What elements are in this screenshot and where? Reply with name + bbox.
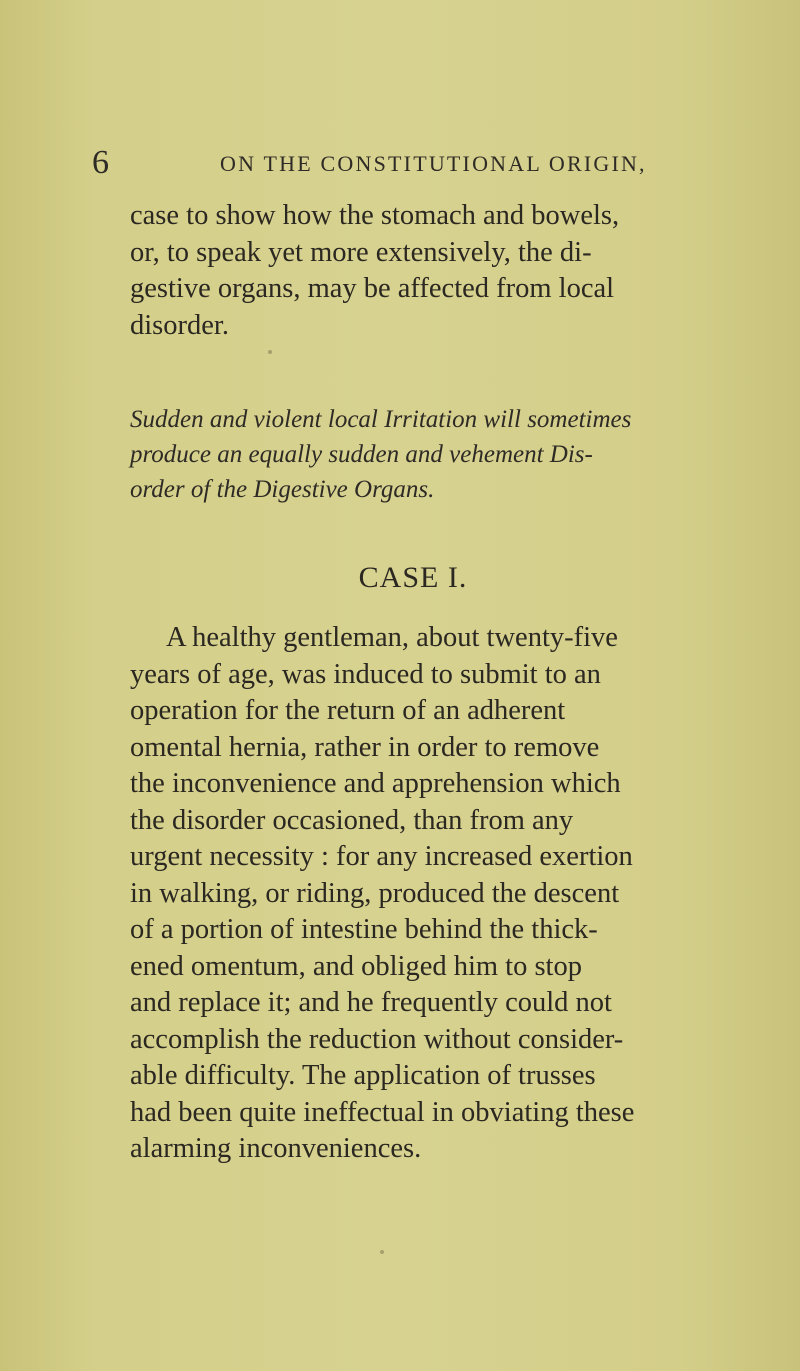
text-line: the disorder occasioned, than from any [130, 804, 574, 836]
text-line: years of age, was induced to submit to an [130, 658, 601, 690]
text-line: of a portion of intestine behind the thick- [130, 914, 598, 945]
heading-line: order of the Digestive Organs. [130, 476, 435, 503]
running-head: ON THE CONSTITUTIONAL ORIGIN, [220, 151, 647, 176]
text-line: A healthy gentleman, about twenty-five [166, 622, 618, 653]
text-line: had been quite ineffectual in obviating these [130, 1096, 635, 1128]
case-title: CASE I. [358, 561, 468, 594]
text-line: in walking, or riding, produced the descent [130, 877, 620, 909]
text-line: alarming inconveniences. [130, 1133, 422, 1164]
heading-line: produce an equally sudden and vehement Dis- [130, 441, 593, 468]
text-line: disorder. [130, 309, 229, 341]
text-line: urgent necessity : for any increased exertion [130, 841, 633, 872]
text-line: accomplish the reduction without consider- [130, 1023, 624, 1055]
intro-paragraph [130, 198, 700, 344]
text-line: the inconvenience and apprehension which [130, 768, 621, 799]
case-paragraph [130, 620, 700, 1168]
section-heading [130, 402, 710, 507]
text-line: case to show how the stomach and bowels, [130, 200, 620, 231]
text-line: and replace it; and he frequently could not [130, 987, 612, 1018]
text-line: omental hernia, rather in order to remove [130, 731, 600, 763]
text-line: or, to speak yet more extensively, the di- [130, 236, 592, 268]
page-number: 6 [92, 144, 109, 181]
text-line: ened omentum, and obliged him to stop [130, 950, 582, 982]
paper-speck [380, 1250, 384, 1254]
paper-speck [268, 350, 272, 354]
text-line: able difficulty. The application of trusses [130, 1060, 596, 1091]
text-line: operation for the return of an adherent [130, 695, 566, 726]
heading-line: Sudden and violent local Irritation will sometimes [130, 406, 632, 433]
page-header [92, 143, 712, 183]
text-line: gestive organs, may be affected from local [130, 273, 615, 304]
